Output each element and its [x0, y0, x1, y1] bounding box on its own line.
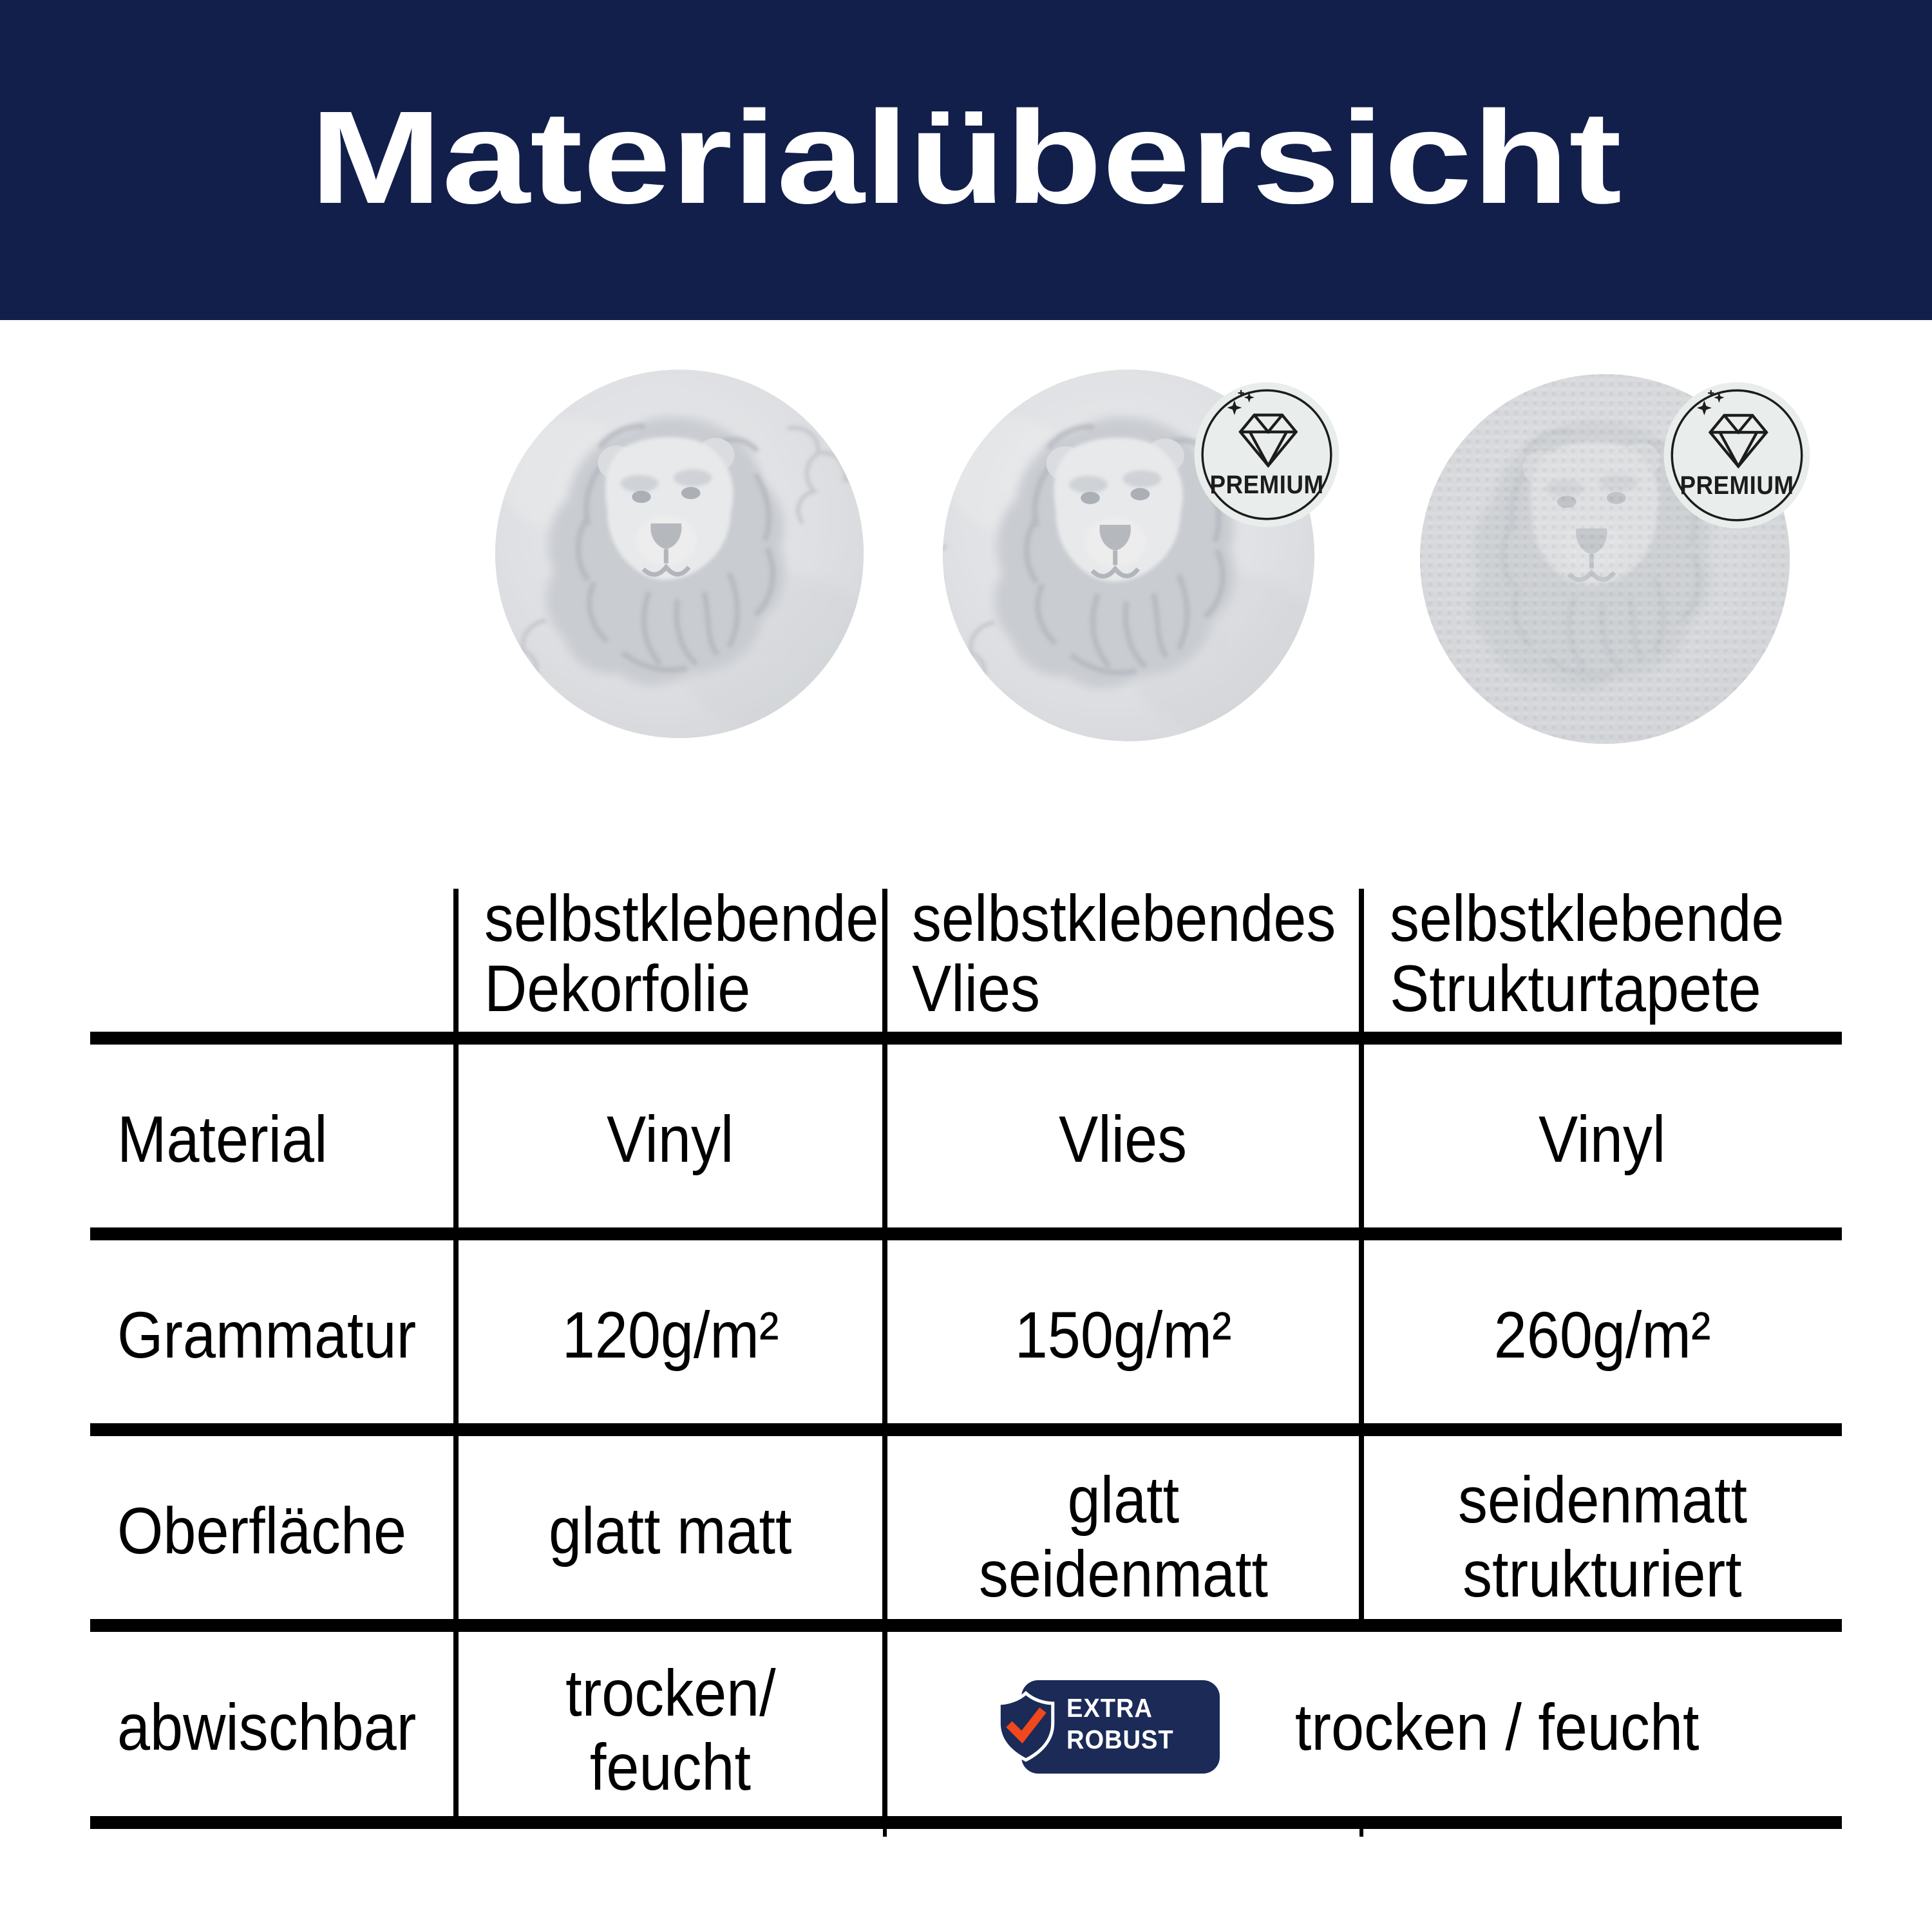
row-label-text: Grammatur: [117, 1298, 417, 1372]
row-label-grammatur: [117, 1299, 450, 1371]
row-label-text: Oberfläche: [117, 1494, 407, 1567]
cell-text: Vinyl: [1539, 1103, 1666, 1176]
cell-text: glatt matt: [549, 1494, 792, 1567]
premium-badge: [1193, 381, 1340, 528]
extra-robust-label: [1066, 1692, 1174, 1756]
grid-hline-1: [90, 1032, 1842, 1045]
row-label-oberflaeche: [117, 1495, 439, 1567]
header-banner: [0, 0, 1932, 320]
grid-hline-3: [90, 1423, 1842, 1436]
grid-tick-1: [883, 1829, 887, 1837]
column-header-dekorfolie: [484, 884, 922, 1024]
cell-grammatur-strukturtapete: [1364, 1299, 1841, 1371]
cell-text: 120g/m²: [562, 1298, 779, 1372]
grid-hline-5: [90, 1816, 1842, 1829]
cell-text: trocken / feucht: [1295, 1690, 1700, 1764]
cell-material-strukturtapete: [1364, 1103, 1841, 1175]
cell-text: strukturiert: [1463, 1537, 1742, 1611]
cell-material-vlies: [887, 1103, 1359, 1175]
column-header-text: Vlies: [912, 952, 1040, 1025]
cell-oberflaeche-vlies: [887, 1463, 1359, 1611]
cell-text: glatt: [1067, 1463, 1179, 1537]
shield-check-icon: [993, 1690, 1059, 1763]
cell-text: Vlies: [1059, 1103, 1188, 1176]
page-title: Materialübersicht: [310, 83, 1622, 231]
row-label-text: abwischbar: [117, 1690, 417, 1764]
row-label-abwischbar: [117, 1691, 450, 1763]
cell-text: feucht: [589, 1730, 752, 1804]
cell-text: 260g/m²: [1493, 1298, 1711, 1372]
row-label-material: [117, 1103, 351, 1175]
cell-text: 150g/m²: [1014, 1298, 1232, 1372]
cell-text: seidenmatt: [1457, 1463, 1747, 1537]
diamond-icon: [1193, 381, 1340, 528]
column-header-text: selbstklebendes: [912, 882, 1336, 955]
cell-text: seidenmatt: [978, 1537, 1268, 1611]
cell-oberflaeche-dekorfolie: [459, 1495, 882, 1567]
cell-text: trocken/: [565, 1656, 776, 1730]
column-header-strukturtapete: [1390, 884, 1828, 1024]
row-label-text: Material: [117, 1103, 328, 1176]
premium-label: PREMIUM: [1680, 471, 1794, 500]
column-header-text: selbstklebende: [484, 882, 879, 955]
extra-robust-badge: [992, 1674, 1221, 1776]
grid-vline-2: [882, 889, 887, 1829]
cell-material-dekorfolie: [459, 1103, 882, 1175]
column-header-text: selbstklebende: [1390, 882, 1785, 955]
grid-hline-2: [90, 1227, 1842, 1240]
extra-robust-line2: ROBUST: [1066, 1725, 1174, 1754]
column-header-text: Strukturtapete: [1390, 952, 1761, 1025]
column-header-text: Dekorfolie: [484, 952, 751, 1025]
extra-robust-line1: EXTRA: [1066, 1693, 1153, 1723]
cell-oberflaeche-strukturtapete: [1364, 1463, 1841, 1611]
premium-label: PREMIUM: [1209, 471, 1324, 500]
column-header-vlies: [912, 884, 1383, 1024]
cell-abwischbar-span: [1256, 1691, 1739, 1763]
grid-hline-4: [90, 1619, 1842, 1632]
diamond-icon: [1663, 381, 1811, 529]
cell-grammatur-vlies: [887, 1299, 1359, 1371]
product-photo-dekorfolie: [489, 364, 869, 744]
grid-vline-1: [453, 889, 459, 1829]
cell-grammatur-dekorfolie: [459, 1299, 882, 1371]
grid-tick-2: [1359, 1829, 1363, 1837]
cell-abwischbar-dekorfolie: [459, 1656, 882, 1804]
cell-text: Vinyl: [607, 1103, 734, 1176]
premium-badge: [1663, 381, 1811, 529]
